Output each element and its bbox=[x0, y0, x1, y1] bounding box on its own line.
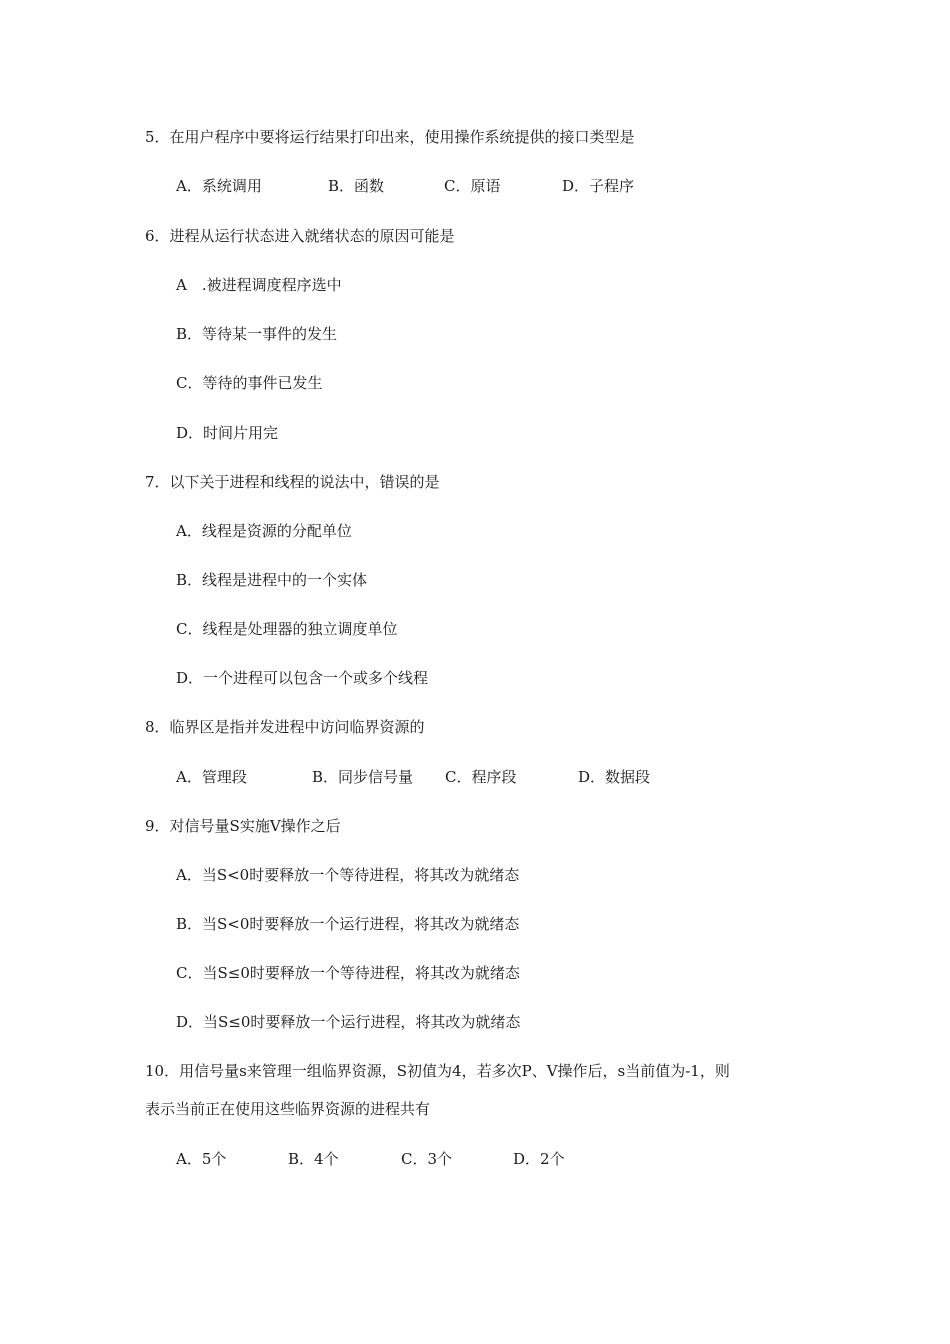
question-8-stem: 8．临界区是指并发进程中访问临界资源的 bbox=[145, 718, 425, 736]
question-8-options bbox=[176, 767, 876, 787]
question-6-option-b: B．等待某一事件的发生 bbox=[176, 325, 338, 343]
question-8-option-a: A．管理段 bbox=[176, 768, 247, 786]
question-5-option-d: D．子程序 bbox=[562, 177, 635, 195]
question-9-option-b: B．当S<0时要释放一个运行进程，将其改为就绪态 bbox=[176, 915, 520, 933]
question-10-stem-continued: 表示当前正在使用这些临界资源的进程共有 bbox=[145, 1100, 431, 1118]
question-9-option-c: C．当S≤0时要释放一个等待进程，将其改为就绪态 bbox=[176, 964, 520, 982]
question-5-option-b: B．函数 bbox=[328, 177, 385, 195]
question-10-stem: 10．用信号量s来管理一组临界资源，S初值为4，若多次P、V操作后，s当前值为-1，则 bbox=[145, 1062, 730, 1080]
question-10-options bbox=[176, 1149, 876, 1169]
question-9-stem: 9．对信号量S实施V操作之后 bbox=[145, 817, 341, 835]
question-6-option-a: A .被进程调度程序选中 bbox=[176, 276, 342, 294]
question-9-option-d: D．当S≤0时要释放一个运行进程，将其改为就绪态 bbox=[176, 1013, 521, 1031]
question-7-option-a: A．线程是资源的分配单位 bbox=[176, 522, 352, 540]
question-6-stem: 6．进程从运行状态进入就绪状态的原因可能是 bbox=[145, 227, 455, 245]
question-10-option-a: A．5个 bbox=[176, 1150, 227, 1168]
question-5-option-c: C．原语 bbox=[444, 177, 501, 195]
question-7-option-b: B．线程是进程中的一个实体 bbox=[176, 571, 368, 589]
question-8-option-b: B．同步信号量 bbox=[312, 768, 414, 786]
question-7-stem: 7．以下关于进程和线程的说法中，错误的是 bbox=[145, 473, 440, 491]
question-9-option-a: A．当S<0时要释放一个等待进程，将其改为就绪态 bbox=[176, 866, 520, 884]
question-7-option-c: C．线程是处理器的独立调度单位 bbox=[176, 620, 398, 638]
question-10-option-c: C．3个 bbox=[401, 1150, 453, 1168]
question-6-option-c: C．等待的事件已发生 bbox=[176, 374, 323, 392]
question-5-options bbox=[176, 176, 876, 196]
question-6-option-d: D．时间片用完 bbox=[176, 424, 279, 442]
question-8-option-d: D．数据段 bbox=[578, 768, 651, 786]
question-8-option-c: C．程序段 bbox=[445, 768, 517, 786]
question-10-option-d: D．2个 bbox=[513, 1150, 565, 1168]
question-7-option-d: D．一个进程可以包含一个或多个线程 bbox=[176, 669, 429, 687]
question-5-option-a: A．系统调用 bbox=[176, 177, 262, 195]
question-10-option-b: B．4个 bbox=[288, 1150, 339, 1168]
question-5-stem: 5．在用户程序中要将运行结果打印出来，使用操作系统提供的接口类型是 bbox=[145, 128, 635, 146]
